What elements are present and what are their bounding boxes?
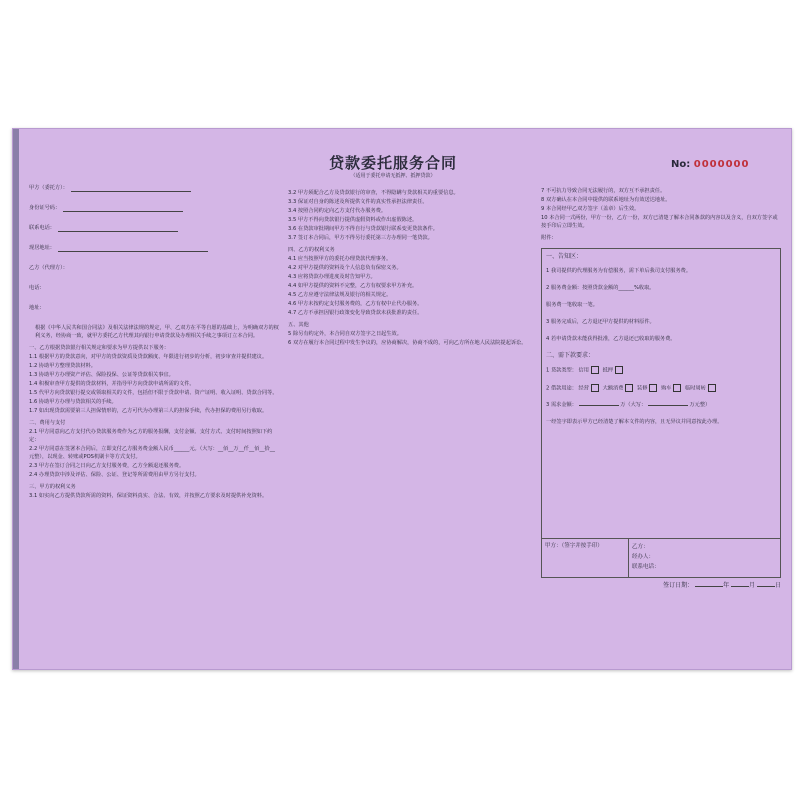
section1-item: 1.7 如出现贷款需要第三人担保情形的，乙方可代为办理第三人的担保手续，代办担保的费用另行收取。 [29,408,268,414]
amount-uppercase-line[interactable] [648,405,688,406]
section5-item: 6 双方在履行本合同过程中发生争议的，应协商解决，协商不成的，可向乙方所在地人民法院提起诉讼。 [288,340,527,346]
signature-row [542,538,780,577]
notice-item: 服务费一笔收取一笔。 [546,302,598,308]
section3-heading: 三、甲方的权利义务 [29,484,76,490]
page-subtitle: （适用于委托申请无抵押、抵押贷款） [350,173,436,179]
amount-row [546,401,776,409]
sign-year: 年 [723,582,730,589]
phone-a-label: 联系电话： [29,225,55,231]
id-no-field [29,204,279,212]
party-b-label: 乙方（代理方）： [29,265,68,271]
requirements-note: 一经签字即表示甲方已经清楚了解本文件的内容，且无异议并同意按此办理。 [546,419,723,425]
purpose-option: 经营 [578,385,589,391]
section3-item: 3.6 在贷款审批期间甲方不得自行与贷款银行联系变更贷款条件。 [288,226,438,232]
amount-label: 3 需求金额： [546,402,577,408]
contract-sheet [12,128,792,670]
section5-item: 9 本合同经甲乙双方签字（盖章）后生效。 [541,206,640,212]
section4-item: 4.1 应当按照甲方的委托办理贷款代理事务。 [288,256,392,262]
section1-item: 1.4 积极审查甲方提供的贷款材料，并指导甲方向贷款申请所需的文件。 [29,381,195,387]
sign-month-line[interactable] [731,586,749,587]
section1-item: 1.6 协助甲方办理与贷款相关的手续。 [29,399,117,405]
column-right [541,187,781,590]
section1-heading: 一、乙方根据贷款银行相关规定和要求为甲方提供以下服务： [29,345,170,351]
address-a-label: 现居地址： [29,245,55,251]
party-a-field [29,184,279,192]
section3-item: 3.5 甲方不得向贷款银行提供虚假资料或作出虚假陈述。 [288,217,418,223]
address-b-label: 地址： [29,305,45,311]
purpose-checkbox-car[interactable] [673,384,681,392]
loan-type-checkbox-mortgage[interactable] [615,366,623,374]
party-b-signature-block [629,539,780,577]
sign-day-line[interactable] [757,586,775,587]
phone-b-field [29,284,279,292]
section4-item: 4.5 乙方应遵守法律法规及银行的相关规定。 [288,292,392,298]
id-no-line[interactable] [63,205,183,212]
notice-item: 2 服务费金额：按照贷款金额的______%收取。 [546,285,655,291]
section1-item: 1.2 协助甲方整理贷款材料。 [29,363,96,369]
address-b-field [29,304,279,312]
notice-box [541,248,781,578]
agent-signature[interactable]: 经办人： [632,554,655,560]
section1-item: 1.3 协助甲方办理资产评估、保险投保、公证等贷款相关事宜。 [29,372,174,378]
purpose-checkbox-consumption[interactable] [625,384,633,392]
purpose-option: 临时周转 [685,385,706,391]
amount-line[interactable] [579,405,619,406]
sign-day: 日 [774,582,781,589]
contract-number [671,159,749,170]
address-a-line[interactable] [58,245,208,252]
purpose-option: 装修 [637,385,648,391]
section2-item: 2.2 甲方同意在签署本合同后，立即支付乙方服务费金额人民币______元。（大写：__佰__万__仟__佰__拾__元整），以现金、转账或POS机刷卡等方式支付。 [29,446,275,460]
party-b-field [29,264,279,272]
notice-item: 3 服务完成后，乙方退还甲方提供的材料原件。 [546,319,655,325]
section4-heading: 四、乙方的权利义务 [288,247,335,253]
section4-item: 4.3 应将贷款办理进度及时告知甲方。 [288,274,376,280]
section5-heading: 五、其他 [288,322,309,328]
loan-type-label: 1 贷款类型： [546,367,577,374]
section4-item: 4.6 甲方未按约定支付服务费的，乙方有权中止代办服务。 [288,301,423,307]
sign-date [541,582,781,590]
section2-heading: 二、费用与支付 [29,420,66,426]
section5-item: 8 双方确认在本合同中提供的联系地址为有效送达地址。 [541,197,671,203]
loan-type-option: 抵押 [602,367,613,374]
section4-item: 4.4 如甲方提供的资料不完整，乙方有权要求甲方补充。 [288,283,418,289]
id-no-label: 身份证号码： [29,205,61,211]
binding-spine [13,129,19,669]
column-middle [288,189,533,348]
notice-item: 1 我司提供的代理服务为有偿服务，需下单后我司支付服务费。 [546,268,692,274]
contact-phone[interactable]: 联系电话： [632,564,660,570]
purpose-row [546,384,776,393]
phone-a-line[interactable] [58,225,178,232]
section3-item: 3.1 如实向乙方提供贷款所需的资料，保证资料真实、合法、有效，并按照乙方要求及时提供补充资料。 [29,493,268,499]
requirements-heading: 二、需下款要求： [546,352,595,359]
address-a-field [29,244,279,252]
purpose-checkbox-decoration[interactable] [649,384,657,392]
section3-item: 3.4 按照合同约定向乙方支付代办服务费。 [288,208,387,214]
section3-item: 3.7 签订本合同后，甲方不得另行委托第三方办理同一笔贷款。 [288,235,433,241]
purpose-label: 2 借款用途： [546,385,577,391]
loan-type-option: 信用 [578,367,589,374]
section5-item: 7 不可抗力导致合同无法履行的，双方互不承担责任。 [541,188,666,194]
purpose-checkbox-business[interactable] [591,384,599,392]
purpose-option: 购车 [661,385,672,391]
loan-type-checkbox-credit[interactable] [591,366,599,374]
purpose-checkbox-turnover[interactable] [708,384,716,392]
phone-b-label: 电话： [29,285,45,291]
party-b-signature[interactable]: 乙方： [632,544,649,550]
section1-item: 1.5 代甲方向贷款银行提交或领取相关的文件，包括但不限于贷款申请、资产证明、收入证明、贷款合同等。 [29,390,278,396]
attachment-label: 附件： [541,235,557,241]
party-a-line[interactable] [71,185,191,192]
sign-month: 月 [749,582,756,589]
contract-number-label: No: [671,159,691,170]
notice-item: 4 若申请贷款未能获得批准，乙方退还已收取的服务费。 [546,336,676,342]
section3-item: 3.3 保证对自身的陈述及所提供文件的真实性承担法律责任。 [288,199,428,205]
section2-item: 2.4 办理贷款中涉及评估、保险、公证、登记等所需费用由甲方另行支付。 [29,472,200,478]
party-a-signature[interactable]: 甲方：（签字并按手印） [542,539,629,577]
section4-item: 4.2 对甲方提供的资料及个人信息负有保密义务。 [288,265,402,271]
phone-a-field [29,224,279,232]
party-a-label: 甲方（委托方）： [29,185,68,191]
purpose-option: 大额消费 [602,385,624,391]
column-left [29,184,279,501]
section2-item: 2.1 甲方同意向乙方支付代办贷款服务费作为乙方的服务报酬，支付金额、支付方式、支付时间按照如下约定： [29,429,273,443]
page-title: 贷款委托服务合同 [328,154,457,172]
contract-number-value: 0000000 [693,159,750,170]
section4-item: 4.7 乙方不承担因银行政策变化导致贷款未获批准的责任。 [288,310,423,316]
section1-item: 1.1 根据甲方的贷款意向，对甲方的贷款资质及贷款额度、年限进行初步的分析，初步审查并提供建议。 [29,354,268,360]
section2-item: 2.3 甲方在签订合同之日向乙方支付服务费，乙方全额退还服务费。 [29,463,185,469]
intro-paragraph: 根据《中华人民共和国合同法》及相关法律法规的规定，甲、乙双方在平等自愿的基础上，为明确双方的权利义务，经协商一致，就甲方委托乙方代理其向银行申请贷款及办理相关手续之事项订立本合同。 [35,325,279,339]
section5-item: 5 除另有约定外，本合同自双方签字之日起生效。 [288,331,402,337]
loan-type-row [546,366,776,375]
sign-date-label: 签订日期： [663,582,694,589]
section5-item: 10 本合同一式两份，甲方一份，乙方一份，双方已清楚了解本合同条款的内容以及含义，自双方签字或按手印后立即生效。 [541,215,778,229]
sign-year-line[interactable] [695,586,723,587]
amount-unit: 万（大写： [620,402,647,408]
amount-unit-end: 万元整） [689,402,711,408]
section3-item: 3.2 甲方须配合乙方及贷款银行的审查，不得隐瞒与贷款相关的重要信息。 [288,190,459,196]
notice-heading: 一、告知区： [546,253,583,260]
